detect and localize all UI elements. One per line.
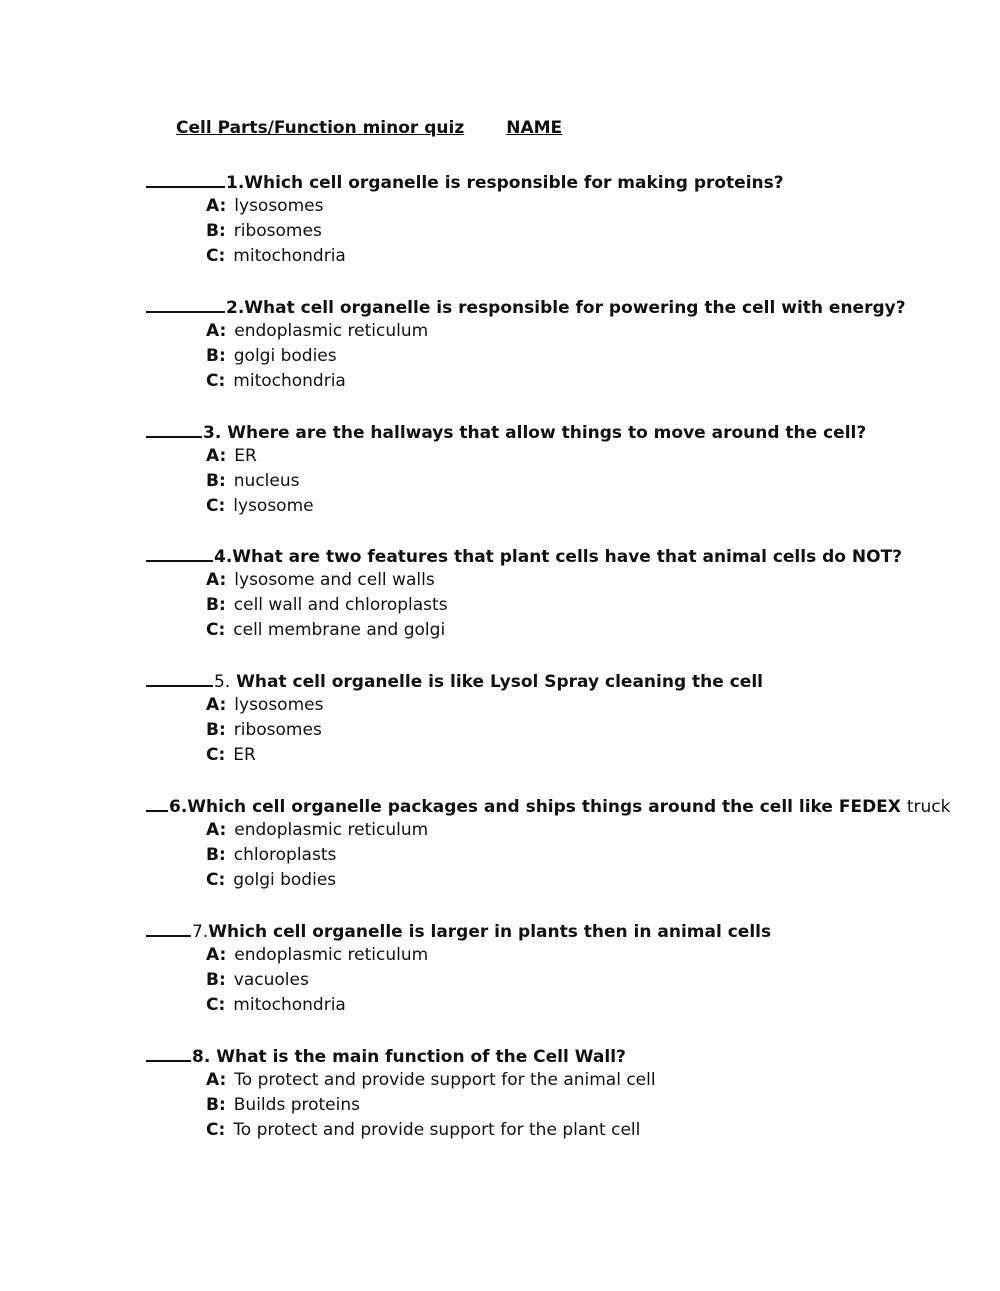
option-text: nucleus: [233, 471, 300, 491]
question-text: Which cell organelle is responsible for making proteins?: [244, 173, 784, 193]
option-text: mitochondria: [233, 371, 346, 391]
question-line: [146, 419, 986, 444]
option-text: endoplasmic reticulum: [234, 321, 429, 341]
option-text: endoplasmic reticulum: [234, 945, 429, 965]
option-letter: B:: [206, 346, 226, 366]
question-text: What cell organelle is like Lysol Spray cleaning the cell: [236, 672, 763, 692]
option-text: To protect and provide support for the plant cell: [233, 1120, 641, 1140]
name-label: NAME: [506, 118, 563, 138]
option-text: ER: [234, 446, 257, 466]
question-number: 7.: [192, 922, 209, 942]
answer-blank[interactable]: [146, 1043, 191, 1062]
answer-blank[interactable]: [146, 793, 168, 812]
question-3: [146, 419, 986, 519]
option-c: [206, 369, 986, 394]
quiz-title: Cell Parts/Function minor quiz: [176, 118, 465, 138]
option-c: [206, 743, 986, 768]
question-text: Which cell organelle packages and ships things around the cell like FEDEX: [187, 797, 901, 817]
option-letter: C:: [206, 745, 226, 765]
question-number: 6.: [169, 797, 188, 817]
option-text: Builds proteins: [233, 1095, 360, 1115]
option-letter: A:: [206, 321, 227, 341]
option-c: [206, 618, 986, 643]
options-list: [206, 568, 986, 643]
question-number: 5.: [214, 672, 231, 692]
options-list: [206, 444, 986, 519]
option-text: vacuoles: [233, 970, 309, 990]
question-line: [146, 793, 986, 818]
option-letter: A:: [206, 945, 227, 965]
question-8: [146, 1043, 986, 1143]
question-1: [146, 169, 986, 269]
option-a: [206, 444, 986, 469]
option-c: [206, 244, 986, 269]
option-c: [206, 868, 986, 893]
options-list: [206, 319, 986, 394]
option-text: ER: [233, 745, 256, 765]
question-4: [146, 543, 986, 643]
option-letter: C:: [206, 246, 226, 266]
option-a: [206, 818, 986, 843]
question-suffix: truck: [906, 797, 951, 817]
option-a: [206, 693, 986, 718]
option-letter: B:: [206, 471, 226, 491]
answer-blank[interactable]: [146, 294, 225, 313]
quiz-header: [176, 118, 562, 138]
question-line: [146, 169, 986, 194]
option-letter: C:: [206, 620, 226, 640]
option-letter: B:: [206, 845, 226, 865]
option-text: lysosome and cell walls: [234, 570, 435, 590]
option-a: [206, 568, 986, 593]
answer-blank[interactable]: [146, 668, 213, 687]
option-a: [206, 943, 986, 968]
option-b: [206, 843, 986, 868]
question-6: [146, 793, 986, 893]
option-letter: B:: [206, 595, 226, 615]
option-letter: A:: [206, 196, 227, 216]
option-b: [206, 1093, 986, 1118]
options-list: [206, 818, 986, 893]
option-c: [206, 1118, 986, 1143]
question-text: Where are the hallways that allow things to move around the cell?: [227, 423, 867, 443]
question-line: [146, 918, 986, 943]
question-text: Which cell organelle is larger in plants then in animal cells: [208, 922, 772, 942]
option-a: [206, 319, 986, 344]
option-a: [206, 1068, 986, 1093]
option-letter: B:: [206, 970, 226, 990]
option-text: lysosomes: [234, 695, 324, 715]
question-number: 3.: [203, 423, 222, 443]
question-number: 4.: [214, 547, 233, 567]
question-line: [146, 543, 986, 568]
answer-blank[interactable]: [146, 169, 225, 188]
option-letter: B:: [206, 720, 226, 740]
option-letter: C:: [206, 995, 226, 1015]
option-letter: B:: [206, 221, 226, 241]
option-letter: A:: [206, 695, 227, 715]
option-text: mitochondria: [233, 995, 346, 1015]
option-text: ribosomes: [233, 720, 322, 740]
question-7: [146, 918, 986, 1018]
option-letter: A:: [206, 570, 227, 590]
option-text: mitochondria: [233, 246, 346, 266]
option-text: chloroplasts: [233, 845, 337, 865]
option-text: lysosome: [233, 496, 314, 516]
question-5: [146, 668, 986, 768]
answer-blank[interactable]: [146, 918, 191, 937]
question-number: 8.: [192, 1047, 211, 1067]
option-b: [206, 718, 986, 743]
option-letter: C:: [206, 371, 226, 391]
question-2: [146, 294, 986, 394]
option-letter: C:: [206, 1120, 226, 1140]
question-text: What is the main function of the Cell Wall?: [216, 1047, 626, 1067]
option-text: To protect and provide support for the animal cell: [234, 1070, 656, 1090]
question-line: [146, 294, 986, 319]
option-letter: C:: [206, 496, 226, 516]
option-a: [206, 194, 986, 219]
option-letter: B:: [206, 1095, 226, 1115]
question-line: [146, 668, 986, 693]
option-c: [206, 993, 986, 1018]
question-number: 2.: [226, 298, 245, 318]
options-list: [206, 1068, 986, 1143]
answer-blank[interactable]: [146, 543, 213, 562]
option-letter: A:: [206, 820, 227, 840]
option-text: cell wall and chloroplasts: [233, 595, 448, 615]
option-text: endoplasmic reticulum: [234, 820, 429, 840]
question-number: 1.: [226, 173, 245, 193]
option-text: cell membrane and golgi: [233, 620, 446, 640]
option-letter: A:: [206, 446, 227, 466]
option-letter: C:: [206, 870, 226, 890]
option-b: [206, 469, 986, 494]
option-b: [206, 968, 986, 993]
question-text: What cell organelle is responsible for powering the cell with energy?: [244, 298, 906, 318]
answer-blank[interactable]: [146, 419, 202, 438]
option-c: [206, 494, 986, 519]
option-text: lysosomes: [234, 196, 324, 216]
options-list: [206, 943, 986, 1018]
option-b: [206, 593, 986, 618]
options-list: [206, 194, 986, 269]
option-text: golgi bodies: [233, 870, 337, 890]
option-letter: A:: [206, 1070, 227, 1090]
options-list: [206, 693, 986, 768]
question-text: What are two features that plant cells have that animal cells do NOT?: [232, 547, 903, 567]
option-text: golgi bodies: [233, 346, 337, 366]
option-b: [206, 219, 986, 244]
question-line: [146, 1043, 986, 1068]
option-text: ribosomes: [233, 221, 322, 241]
option-b: [206, 344, 986, 369]
